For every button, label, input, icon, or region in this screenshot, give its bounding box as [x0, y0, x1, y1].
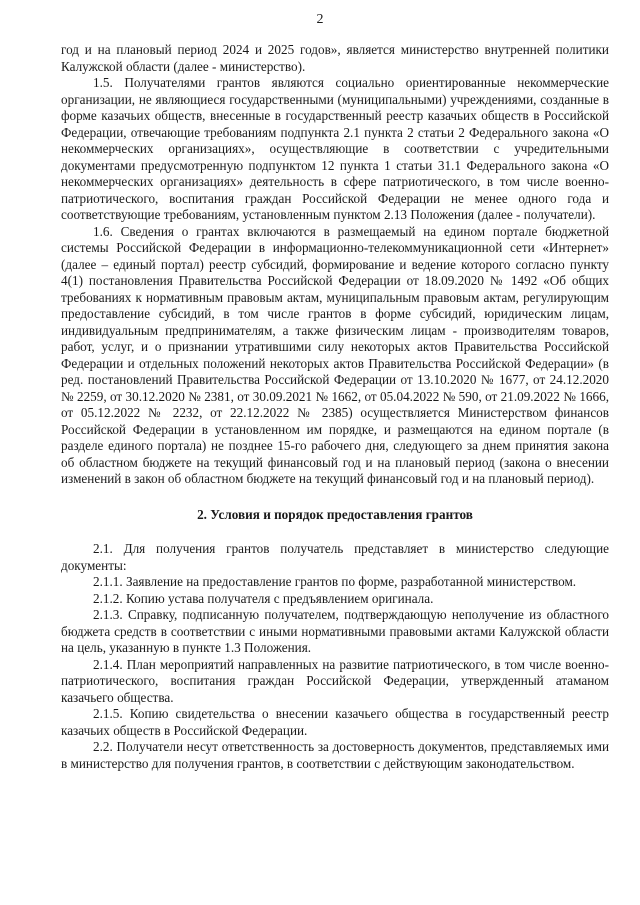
- section-title: 2. Условия и порядок предоставления грантов: [197, 506, 473, 522]
- paragraph-continuation: год и на плановый период 2024 и 2025 годов», является министерство внутренней политики Калужской области (далее - министерство).: [61, 42, 609, 74]
- paragraph-2-1-5: 2.1.5. Копию свидетельства о внесении казачьего общества в государственный реестр казачьих обществ в Российской Федерации.: [61, 706, 609, 738]
- paragraph-2-1-4: 2.1.4. План мероприятий направленных на развитие патриотического, в том числе военно-патриотического, воспитания граждан Российской Федерации, утвержденный атаманом казачьего общества.: [61, 656, 609, 705]
- paragraph-2-2: 2.2. Получатели несут ответственность за достоверность документов, представляемых ими в министерство для получения грантов, в соответствии с действующим законодательством.: [61, 739, 609, 771]
- paragraph-2-1-1: 2.1.1. Заявление на предоставление грантов по форме, разработанной министерством.: [93, 574, 577, 589]
- paragraph-1-6: 1.6. Сведения о грантах включаются в размещаемый на едином портале бюджетной системы Российской Федерации в информационно-телекоммуникационной сети «Интернет» (далее – единый портал) реестр субсидий, формирование и ведение которого согласно пункту 4(1) постановления Правительства Российской Федерации от 18.09.2020 № 1492 «Об общих требованиях к нормативным правовым актам, муниципальным правовым актам, регулирующим предоставление субсидий, в том числе грантов в форме субсидий, юридическим лицам, индивидуальным предпринимателям, а также физическим лицам - производителям товаров, работ, услуг, и о признании утратившими силу некоторых актов Правительства Российской Федерации и отдельных положений некоторых актов Правительства Российской Федерации» (в ред. постановлений Правительства Российской Федерации от 13.10.2020 № 1677, от 24.12.2020 № 2259, от 30.12.2020 № 2381, от 30.09.2021 № 1662, от 05.04.2022 № 590, от 21.09.2022 № 1666, от 05.12.2022 № 2232, от 22.12.2022 № 2385) осуществляется Министерством финансов Российской Федерации в установленном им порядке, и размещаются на едином портале (в разделе единого портала) не позднее 15-го рабочего дня, следующего за днем принятия закона об областном бюджете на текущий финансовый год и на плановый период (закона о внесении изменений в закон об областном бюджете на текущий финансовый год и на плановый период).: [61, 223, 609, 486]
- paragraph-1-5: 1.5. Получателями грантов являются социально ориентированные некоммерческие организации, не являющиеся государственными (муниципальными) учреждениями, созданные в форме казачьих обществ, внесенные в государственный реестр казачьих обществ в Российской Федерации, отвечающие требованиям подпункта 2.1 пункта 2 статьи 2 Федерального закона «О некоммерческих организациях», осуществляющие в соответствии с учредительными документами предусмотренную подпунктом 12 пункта 1 статьи 31.1 Федерального закона «О некоммерческих организациях» деятельность в сфере патриотического, в том числе военно-патриотического, воспитания граждан Российской Федерации не менее одного года и соответствующие требованиям, установленным пунктом 2.13 Положения (далее - получатели).: [61, 75, 609, 222]
- paragraph-2-1-2: 2.1.2. Копию устава получателя с предъявлением оригинала.: [93, 590, 434, 606]
- document-body: [61, 42, 609, 772]
- page-number: 2: [316, 12, 324, 27]
- paragraph-2-1-3: 2.1.3. Справку, подписанную получателем, подтверждающую неполучение из областного бюджета средств в соответствии с иными нормативными правовыми актами Калужской области на цель, указанную в пункте 1.3 Положения.: [61, 607, 609, 655]
- paragraph-2-1: 2.1. Для получения грантов получатель представляет в министерство следующие документы:: [61, 541, 609, 573]
